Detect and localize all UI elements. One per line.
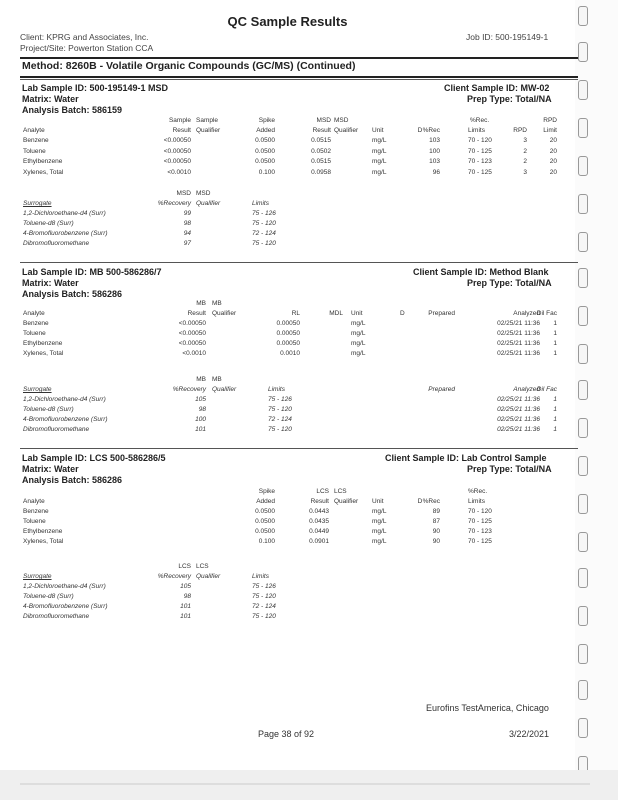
msd-cell: 3	[523, 137, 527, 144]
msd-surr-cell: Dibromofluoromethane	[23, 240, 90, 247]
mb-section-divider	[20, 262, 578, 263]
footer-date: 3/22/2021	[509, 729, 550, 739]
msd-cell: Xylenes, Total	[23, 168, 64, 176]
lcs-surr-cell: 72 - 124	[252, 603, 276, 610]
msd-col-header: Limits	[468, 127, 485, 134]
lcs-cell: 70 - 120	[468, 508, 492, 515]
msd-cell: mg/L	[372, 147, 387, 155]
binder-tab	[578, 80, 588, 100]
mb-cell: mg/L	[351, 340, 366, 347]
msd-cell: 70 - 125	[468, 147, 492, 155]
mb-surr-cell: 02/25/21 11:36	[497, 426, 540, 433]
msd-surr-cell: 75 - 120	[252, 240, 276, 247]
msd-cell: mg/L	[372, 158, 387, 165]
lcs-surr-cell: 101	[180, 603, 191, 610]
lcs-cell: 0.0435	[309, 518, 329, 525]
msd-cell: 0.0515	[311, 137, 331, 144]
lcs-header-top: LCS	[316, 488, 329, 495]
lcs-surr-col-header: Limits	[252, 573, 269, 580]
footer-page-number: Page 38 of 92	[258, 729, 315, 739]
msd-surr-cell: 75 - 120	[252, 220, 276, 227]
mb-surr-col-header: Analyzed	[513, 386, 540, 393]
mb-cell: Toluene	[23, 330, 46, 337]
msd-cell: 0.0500	[255, 158, 275, 165]
lcs-surr-cell: Dibromofluoromethane	[23, 613, 90, 620]
mb-col-header: Dil Fac	[536, 310, 557, 317]
lcs-prep-type: Prep Type: Total/NA	[467, 464, 552, 474]
msd-cell: 2	[523, 147, 527, 155]
mb-col-header: Unit	[351, 310, 363, 317]
lcs-lab-sample-id: Lab Sample ID: LCS 500-586286/5	[22, 453, 166, 463]
binder-tab	[578, 6, 588, 26]
mb-surr-col-header: Qualifier	[212, 386, 237, 393]
msd-surr-cell: 94	[183, 230, 191, 237]
msd-surr-cell: 98	[183, 220, 191, 227]
mb-surr-cell: 75 - 120	[268, 406, 292, 413]
msd-col-header: Result	[312, 127, 331, 134]
binder-tab	[578, 380, 588, 400]
msd-surr-cell: 99	[183, 210, 191, 217]
binder-tab	[578, 118, 588, 138]
mb-client-sample-id: Client Sample ID: Method Blank	[413, 267, 549, 277]
lcs-cell: Benzene	[23, 508, 49, 515]
msd-cell: 20	[549, 147, 557, 155]
msd-surr-cell: 1,2-Dichloroethane-d4 (Surr)	[23, 210, 106, 217]
msd-cell: 100	[429, 147, 440, 155]
lcs-header-top: LCS	[334, 488, 347, 495]
binder-tab	[578, 194, 588, 214]
mb-col-header: RL	[291, 310, 300, 317]
lcs-cell: 70 - 125	[468, 538, 492, 545]
mb-surr-cell: 75 - 126	[268, 396, 292, 403]
mb-cell: 1	[553, 350, 557, 357]
mb-surr-cell: 72 - 124	[268, 416, 292, 423]
binder-tab	[578, 344, 588, 364]
mb-header-top: MB	[212, 300, 222, 307]
binder-tab	[578, 418, 588, 438]
report-title: QC Sample Results	[227, 14, 348, 29]
mb-cell: <0.00050	[178, 340, 206, 347]
lcs-surr-cell: 75 - 120	[252, 613, 276, 620]
msd-cell: mg/L	[372, 137, 387, 144]
msd-cell: 0.0515	[311, 158, 331, 165]
mb-surr-cell: 1	[553, 416, 557, 423]
footer-lab-name: Eurofins TestAmerica, Chicago	[426, 703, 549, 713]
msd-matrix: Matrix: Water	[22, 94, 79, 104]
msd-col-header: RPD	[513, 127, 527, 134]
lcs-col-header: Analyte	[23, 498, 45, 505]
msd-surr-cell: 72 - 124	[252, 230, 276, 237]
msd-cell: <0.00050	[163, 147, 191, 155]
msd-col-header: Added	[256, 127, 275, 134]
mb-cell: <0.00050	[178, 330, 206, 337]
mb-surr-cell: Dibromofluoromethane	[23, 426, 90, 433]
msd-surr-cell: 75 - 126	[252, 210, 276, 217]
lcs-client-sample-id: Client Sample ID: Lab Control Sample	[385, 453, 547, 463]
msd-header-top: RPD	[543, 117, 557, 124]
msd-surr-col-header: Surrogate	[23, 200, 52, 207]
msd-cell: 20	[549, 158, 557, 165]
lcs-cell: 0.0901	[309, 538, 329, 545]
msd-col-header: Analyte	[23, 127, 45, 134]
lcs-col-header: Limits	[468, 498, 485, 505]
mb-surr-cell: 02/25/21 11:36	[497, 416, 540, 423]
lcs-col-header: D	[417, 498, 423, 505]
mb-surr-col-header: Limits	[268, 386, 285, 393]
mb-col-header: D	[400, 310, 405, 317]
msd-cell: 2	[523, 158, 527, 165]
msd-cell: <0.00050	[163, 158, 191, 165]
msd-surr-col-header: Qualifier	[196, 200, 221, 207]
lcs-cell: mg/L	[372, 518, 387, 525]
msd-col-header: Result	[172, 127, 191, 134]
msd-cell: 0.0958	[311, 168, 331, 176]
binder-tab	[578, 718, 588, 738]
mb-surr-header-top: MB	[212, 376, 222, 383]
msd-header-top: MSD	[316, 117, 331, 124]
lcs-cell: 0.0500	[255, 508, 275, 515]
mb-surr-cell: 1	[553, 396, 557, 403]
msd-section-divider	[20, 79, 578, 80]
msd-cell: mg/L	[372, 168, 387, 176]
msd-lab-sample-id: Lab Sample ID: 500-195149-1 MSD	[22, 83, 169, 93]
mb-surr-cell: 75 - 120	[268, 426, 292, 433]
msd-col-header: Qualifier	[334, 127, 359, 134]
lcs-surr-cell: 101	[180, 613, 191, 620]
msd-cell: 103	[429, 137, 440, 144]
mb-col-header: Analyte	[23, 310, 45, 317]
lcs-col-header: Qualifier	[334, 498, 359, 505]
mb-surr-cell: 02/25/21 11:36	[497, 396, 540, 403]
job-id: Job ID: 500-195149-1	[466, 32, 549, 42]
msd-surr-cell: 4-Bromofluorobenzene (Surr)	[23, 230, 108, 237]
binder-tab	[578, 568, 588, 588]
msd-prep-type: Prep Type: Total/NA	[467, 94, 552, 104]
binder-tab	[578, 156, 588, 176]
msd-cell: Ethylbenzene	[23, 158, 63, 165]
lcs-cell: mg/L	[372, 538, 387, 545]
lcs-cell: Toluene	[23, 518, 46, 525]
mb-matrix: Matrix: Water	[22, 278, 79, 288]
msd-cell: 70 - 125	[468, 168, 492, 176]
mb-cell: mg/L	[351, 320, 366, 327]
mb-cell: 0.00050	[276, 320, 300, 327]
msd-surr-cell: 97	[183, 240, 191, 247]
lcs-surr-cell: 4-Bromofluorobenzene (Surr)	[23, 603, 108, 610]
mb-cell: 1	[553, 330, 557, 337]
mb-surr-cell: 4-Bromofluorobenzene (Surr)	[23, 416, 108, 423]
mb-cell: 02/25/21 11:36	[497, 340, 540, 347]
mb-cell: 0.00050	[276, 340, 300, 347]
lcs-surr-cell: 1,2-Dichloroethane-d4 (Surr)	[23, 583, 106, 590]
lcs-cell: 0.100	[258, 538, 275, 545]
mb-cell: mg/L	[351, 350, 366, 357]
mb-cell: <0.00050	[178, 320, 206, 327]
msd-col-header: Unit	[372, 127, 384, 134]
lcs-col-header: Result	[310, 498, 329, 505]
lcs-surr-header-top: LCS	[178, 563, 191, 570]
lcs-surr-col-header: Qualifier	[196, 573, 221, 580]
mb-prep-type: Prep Type: Total/NA	[467, 278, 552, 288]
binder-tab	[578, 232, 588, 252]
lcs-col-header: Added	[256, 498, 275, 505]
mb-surr-col-header: Prepared	[428, 386, 455, 393]
mb-cell: mg/L	[351, 330, 366, 337]
mb-col-header: MDL	[329, 310, 343, 317]
mb-cell: <0.0010	[182, 350, 206, 357]
lcs-cell: 70 - 125	[468, 518, 492, 525]
msd-cell: 0.0500	[255, 147, 275, 155]
lcs-surr-cell: 75 - 120	[252, 593, 276, 600]
mb-header-top: MB	[196, 300, 206, 307]
mb-cell: 02/25/21 11:36	[497, 320, 540, 327]
msd-col-header: Limit	[543, 127, 557, 134]
mb-surr-col-header: Dil Fac	[536, 386, 557, 393]
binder-tab	[578, 306, 588, 326]
msd-cell: 96	[432, 168, 440, 176]
lcs-cell: 0.0500	[255, 518, 275, 525]
mb-surr-cell: 105	[195, 396, 206, 403]
msd-surr-col-header: %Recovery	[157, 200, 191, 207]
lcs-surr-cell: 75 - 126	[252, 583, 276, 590]
lcs-surr-col-header: %Recovery	[157, 573, 191, 580]
lcs-surr-header-top: LCS	[196, 563, 209, 570]
msd-cell: <0.00050	[163, 137, 191, 144]
lcs-cell: 90	[432, 538, 440, 545]
lcs-cell: 90	[432, 528, 440, 535]
mb-surr-cell: 02/25/21 11:36	[497, 406, 540, 413]
scan-bottom-line	[20, 783, 590, 785]
lcs-col-header: Unit	[372, 498, 384, 505]
binder-tab	[578, 268, 588, 288]
lcs-cell: 0.0500	[255, 528, 275, 535]
lcs-cell: mg/L	[372, 508, 387, 515]
mb-cell: Benzene	[23, 320, 49, 327]
msd-header-top: MSD	[334, 117, 349, 124]
mb-cell: 0.0010	[280, 350, 300, 357]
mb-col-header: Result	[187, 310, 206, 317]
lcs-col-header: %Rec	[422, 498, 440, 505]
lcs-section-divider	[20, 448, 578, 449]
mb-surr-header-top: MB	[196, 376, 206, 383]
mb-col-header: Qualifier	[212, 310, 237, 317]
binder-tab	[578, 456, 588, 476]
mb-surr-cell: Toluene-d8 (Surr)	[23, 406, 74, 413]
binder-tab	[578, 532, 588, 552]
mb-surr-cell: 100	[195, 416, 206, 423]
binder-tab	[578, 680, 588, 700]
msd-cell: Benzene	[23, 137, 49, 144]
mb-surr-cell: 1,2-Dichloroethane-d4 (Surr)	[23, 396, 106, 403]
mb-surr-cell: 1	[553, 406, 557, 413]
mb-analysis-batch: Analysis Batch: 586286	[22, 289, 123, 299]
msd-col-header: Qualifier	[196, 127, 221, 134]
scan-bottom-strip	[0, 770, 618, 800]
msd-cell: 103	[429, 158, 440, 165]
lcs-surr-cell: 98	[183, 593, 191, 600]
msd-cell: Toluene	[23, 147, 46, 155]
binder-tab	[578, 494, 588, 514]
msd-cell: 70 - 123	[468, 158, 492, 165]
msd-cell: 20	[549, 137, 557, 144]
mb-cell: 0.00050	[276, 330, 300, 337]
msd-col-header: D	[417, 127, 423, 134]
lcs-analysis-batch: Analysis Batch: 586286	[22, 475, 123, 485]
mb-lab-sample-id: Lab Sample ID: MB 500-586286/7	[22, 267, 162, 277]
lcs-surr-cell: 105	[180, 583, 191, 590]
lcs-cell: Ethylbenzene	[23, 528, 63, 535]
mb-cell: 02/25/21 11:36	[497, 330, 540, 337]
mb-surr-cell: 101	[195, 426, 206, 433]
mb-cell: 02/25/21 11:36	[497, 350, 540, 357]
lcs-surr-col-header: Surrogate	[23, 573, 52, 580]
msd-header-top: Sample	[168, 117, 191, 124]
mb-cell: Xylenes, Total	[23, 350, 64, 357]
mb-cell: 1	[553, 340, 557, 347]
lcs-header-top: Spike	[258, 488, 275, 495]
lcs-header-top: %Rec.	[468, 488, 488, 495]
msd-col-header: %Rec	[422, 127, 440, 134]
lcs-cell: 70 - 123	[468, 528, 492, 535]
msd-cell: 0.100	[258, 168, 275, 176]
project-site: Project/Site: Powerton Station CCA	[20, 43, 154, 53]
msd-header-top: %Rec.	[470, 117, 490, 124]
lcs-cell: mg/L	[372, 528, 387, 535]
client-name: Client: KPRG and Associates, Inc.	[20, 32, 149, 42]
mb-surr-cell: 98	[198, 406, 206, 413]
binder-tab	[578, 606, 588, 626]
msd-analysis-batch: Analysis Batch: 586159	[22, 105, 123, 115]
lcs-cell: 87	[432, 518, 440, 525]
lcs-cell: 89	[432, 508, 440, 515]
msd-surr-cell: Toluene-d8 (Surr)	[23, 220, 74, 227]
mb-cell: 1	[553, 320, 557, 327]
lcs-matrix: Matrix: Water	[22, 464, 79, 474]
binder-tab	[578, 42, 588, 62]
msd-cell: 0.0502	[311, 147, 331, 155]
msd-surr-header-top: MSD	[196, 190, 211, 197]
method-title: Method: 8260B - Volatile Organic Compounds (GC/MS) (Continued)	[22, 60, 356, 72]
mb-col-header: Analyzed	[513, 310, 540, 317]
lcs-cell: 0.0449	[309, 528, 329, 535]
mb-surr-col-header: Surrogate	[23, 386, 52, 393]
msd-header-top: Sample	[196, 117, 219, 124]
msd-cell: 70 - 120	[468, 137, 492, 144]
msd-cell: 0.0500	[255, 137, 275, 144]
msd-surr-col-header: Limits	[252, 200, 269, 207]
binder-tab	[578, 644, 588, 664]
msd-header-top: Spike	[258, 117, 275, 124]
msd-cell: 3	[523, 168, 527, 176]
mb-surr-cell: 1	[553, 426, 557, 433]
msd-cell: 20	[549, 168, 557, 176]
mb-surr-col-header: %Recovery	[172, 386, 206, 393]
mb-col-header: Prepared	[428, 310, 455, 317]
lcs-cell: 0.0443	[309, 508, 329, 515]
lcs-cell: Xylenes, Total	[23, 538, 64, 545]
mb-cell: Ethylbenzene	[23, 340, 63, 347]
msd-client-sample-id: Client Sample ID: MW-02	[444, 83, 550, 93]
lcs-surr-cell: Toluene-d8 (Surr)	[23, 593, 74, 600]
msd-surr-header-top: MSD	[176, 190, 191, 197]
msd-cell: <0.0010	[167, 168, 191, 176]
